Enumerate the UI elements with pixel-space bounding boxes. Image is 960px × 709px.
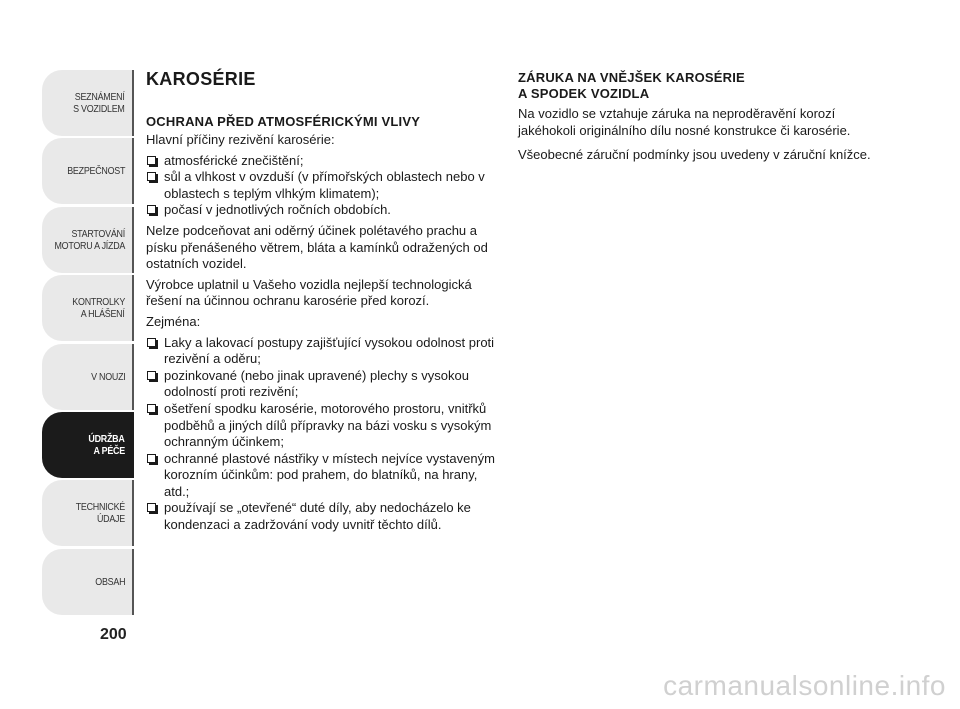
list-item [146,153,502,170]
tab-label: V NOUZI [90,370,125,383]
tab-label: SEZNÁMENÍ [75,91,125,103]
checkbox-bullet-icon [147,338,156,347]
tab-v-nouzi[interactable] [42,344,134,410]
intro-text: Hlavní příčiny rezivění karosérie: [146,132,335,147]
list-item [146,202,502,219]
causes-list [146,153,502,219]
list-item-text: ochranné plastové nástřiky v místech nejvíce vystaveným korozním účinkům: pod prahem, do blatníků, na hrany, atd.; [164,450,495,499]
page-number: 200 [100,626,127,643]
tab-technicke-udaje[interactable] [42,480,134,546]
tab-seznameni[interactable] [42,70,134,136]
heading-line: A SPODEK VOZIDLA [518,86,650,101]
list-item-text: ošetření spodku karosérie, motorového prostoru, vnitřků podběhů a jiných dílů přípravky na bázi vosku s vysokým ochranným účinkem; [164,400,492,450]
checkbox-bullet-icon [147,205,156,214]
list-item [146,335,502,368]
list-item-text: počasí v jednotlivých ročních obdobích. [164,202,391,218]
list-item-text: používají se „otevřené“ duté díly, aby nedocházelo ke kondenzaci a zadržování vody uvnitř těchto dílů. [164,500,471,533]
paragraph: Všeobecné záruční podmínky jsou uvedeny v záruční knížce. [518,147,871,163]
tab-label: STARTOVÁNÍ [71,227,125,240]
list-item-text: pozinkované (nebo jinak upravené) plechy s vysokou odolností proti rezivění; [164,367,469,400]
tab-kontrolky[interactable] [42,275,134,341]
list-item-text: sůl a vlhkost v ovzduší (v přímořských oblastech nebo v oblastech s teplým vlhkým klimatem); [164,169,485,201]
list-item-text: atmosférické znečištění; [164,152,304,168]
list-item-text: Laky a lakovací postupy zajišťující vysokou odolnost proti rezivění a oděru; [164,334,495,367]
checkbox-bullet-icon [147,454,156,463]
tab-label: TECHNICKÉ [75,501,125,514]
checkbox-bullet-icon [147,156,156,165]
right-column [518,70,874,172]
tab-label: MOTORU A JÍZDA [54,239,125,252]
list-item [146,401,502,451]
chapter-tabs [42,70,134,617]
tab-label: ÚDAJE [97,513,125,526]
tab-bezpecnost[interactable] [42,138,134,204]
tab-startovani[interactable] [42,207,134,273]
checkbox-bullet-icon [147,172,156,181]
paragraph: Výrobce uplatnil u Vašeho vozidla nejlepší technologická řešení na účinnou ochranu karosérie před korozí. [146,276,472,309]
tab-label: S VOZIDLEM [73,103,125,115]
checkbox-bullet-icon [147,371,156,380]
left-column [146,68,502,538]
tab-label: A PÉČE [93,444,125,457]
tab-obsah[interactable] [42,549,134,615]
tab-label: OBSAH [95,575,125,588]
checkbox-bullet-icon [147,404,156,413]
list-item [146,451,502,501]
watermark: carmanualsonline.info [663,670,946,701]
tab-udrzba-active[interactable] [42,412,134,478]
paragraph: Zejména: [146,313,201,329]
tab-label: KONTROLKY [72,296,125,309]
heading-line: ZÁRUKA NA VNĚJŠEK KAROSÉRIE [518,70,745,85]
section-heading [518,70,874,102]
paragraph: Na vozidlo se vztahuje záruka na neproděravění korozí jakéhokoli originálního dílu nosné konstrukce či karosérie. [518,106,851,138]
list-item [146,368,502,401]
tab-label: A HLÁŠENÍ [81,308,125,321]
section-heading: OCHRANA PŘED ATMOSFÉRICKÝMI VLIVY [146,114,421,129]
checkbox-bullet-icon [147,503,156,512]
page-title: KAROSÉRIE [146,69,256,89]
list-item [146,500,502,533]
list-item [146,169,502,202]
tab-label: ÚDRŽBA [88,432,125,445]
measures-list [146,335,502,534]
paragraph: Nelze podceňovat ani oděrný účinek polétavého prachu a písku přenášeného větrem, bláta a kamínků odražených od ostatních vozidel. [146,222,488,272]
tab-label: BEZPEČNOST [67,165,125,178]
